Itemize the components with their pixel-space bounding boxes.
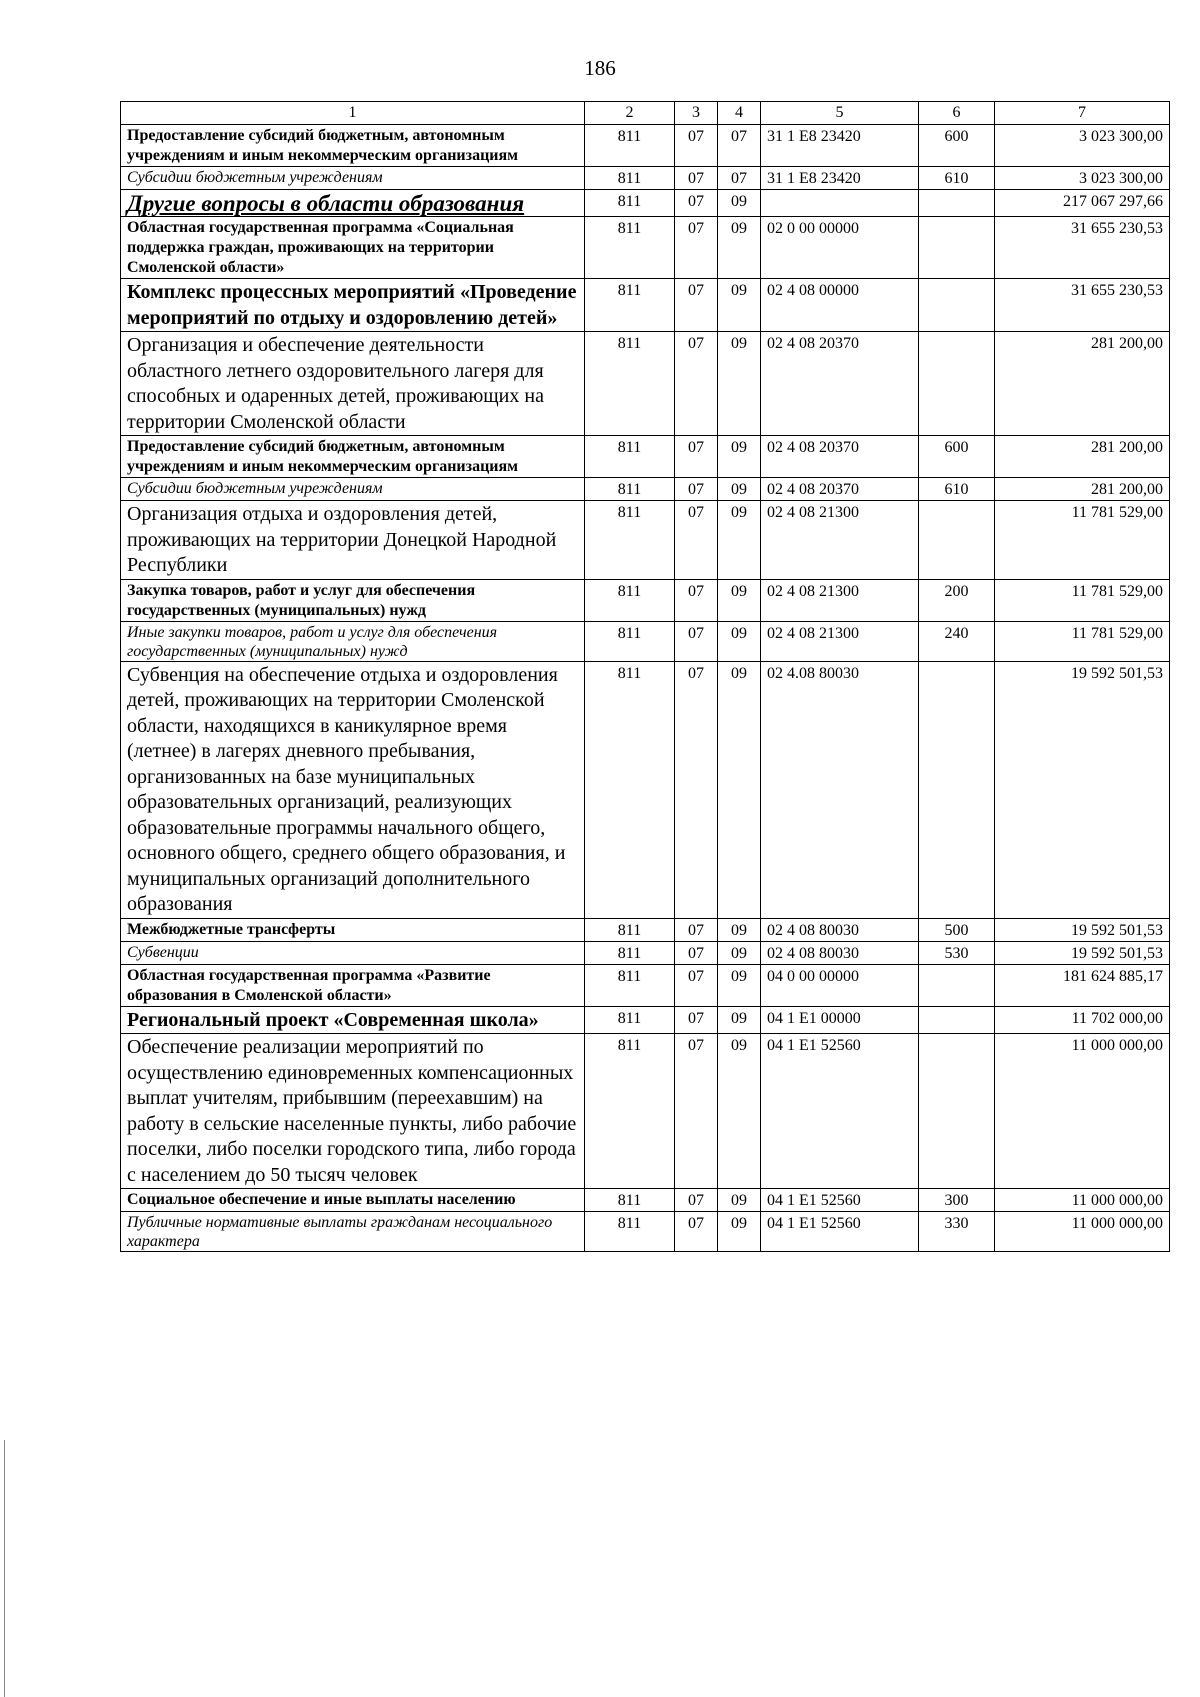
row-section: 07 [675,1034,718,1189]
row-expense-type [919,190,995,217]
row-amount: 31 655 230,53 [995,217,1170,279]
row-admin-code: 811 [585,1189,675,1212]
row-expense-type [919,217,995,279]
row-target-article: 04 1 E1 52560 [761,1034,919,1189]
header-col-6: 6 [919,102,995,125]
row-name: Предоставление субсидий бюджетным, автономным учреждениям и иным некоммерческим организациям [121,125,585,167]
header-col-3: 3 [675,102,718,125]
row-subsection: 09 [718,1189,761,1212]
row-amount: 281 200,00 [995,332,1170,436]
row-admin-code: 811 [585,501,675,580]
row-subsection: 09 [718,190,761,217]
row-section: 07 [675,279,718,332]
row-amount: 11 702 000,00 [995,1006,1170,1034]
row-target-article: 02 4 08 00000 [761,279,919,332]
row-target-article [761,190,919,217]
row-admin-code: 811 [585,167,675,190]
row-amount: 11 000 000,00 [995,1034,1170,1189]
table-row [121,279,1170,332]
row-name: Организация и обеспечение деятельности областного летнего оздоровительного лагеря для способных и одаренных детей, проживающих на территории Смоленской области [121,332,585,436]
row-subsection: 09 [718,1034,761,1189]
row-name: Предоставление субсидий бюджетным, автономным учреждениям и иным некоммерческим организациям [121,436,585,478]
row-amount: 11 781 529,00 [995,621,1170,661]
row-section: 07 [675,478,718,501]
row-name: Организация отдыха и оздоровления детей, проживающих на территории Донецкой Народной Республики [121,501,585,580]
row-subsection: 09 [718,332,761,436]
row-amount: 11 000 000,00 [995,1189,1170,1212]
table-row [121,478,1170,501]
row-name: Областная государственная программа «Социальная поддержка граждан, проживающих на территории Смоленской области» [121,217,585,279]
row-target-article: 02 4 08 80030 [761,918,919,941]
row-admin-code: 811 [585,1034,675,1189]
row-target-article: 02 4 08 20370 [761,436,919,478]
row-expense-type: 610 [919,167,995,190]
scan-edge-line [4,1440,5,1697]
table-row [121,217,1170,279]
table-row [121,501,1170,580]
row-amount: 11 000 000,00 [995,1212,1170,1252]
row-section: 07 [675,1212,718,1252]
row-amount: 3 023 300,00 [995,167,1170,190]
row-target-article: 02 4.08 80030 [761,661,919,918]
table-row [121,167,1170,190]
row-section: 07 [675,217,718,279]
row-admin-code: 811 [585,964,675,1006]
table-row [121,964,1170,1006]
table-row [121,661,1170,918]
row-admin-code: 811 [585,217,675,279]
row-section: 07 [675,579,718,621]
row-expense-type: 600 [919,436,995,478]
row-amount: 181 624 885,17 [995,964,1170,1006]
header-col-2: 2 [585,102,675,125]
row-section: 07 [675,1006,718,1034]
row-section: 07 [675,501,718,580]
row-section: 07 [675,1189,718,1212]
row-expense-type: 610 [919,478,995,501]
row-subsection: 09 [718,436,761,478]
table-row [121,125,1170,167]
row-subsection: 09 [718,1006,761,1034]
budget-table [120,101,1170,1252]
row-name: Субсидии бюджетным учреждениям [121,167,585,190]
row-subsection: 09 [718,579,761,621]
row-admin-code: 811 [585,579,675,621]
row-section: 07 [675,941,718,964]
row-admin-code: 811 [585,918,675,941]
row-subsection: 09 [718,661,761,918]
row-section: 07 [675,436,718,478]
row-expense-type [919,1006,995,1034]
row-target-article: 02 4 08 80030 [761,941,919,964]
row-subsection: 09 [718,501,761,580]
row-admin-code: 811 [585,125,675,167]
row-amount: 281 200,00 [995,436,1170,478]
header-col-7: 7 [995,102,1170,125]
page-number: 186 [584,56,616,80]
row-expense-type: 500 [919,918,995,941]
row-admin-code: 811 [585,941,675,964]
row-subsection: 09 [718,941,761,964]
row-admin-code: 811 [585,1006,675,1034]
row-name: Другие вопросы в области образования [121,190,585,217]
row-section: 07 [675,190,718,217]
row-expense-type: 240 [919,621,995,661]
row-name: Региональный проект «Современная школа» [121,1006,585,1034]
table-body [121,125,1170,1252]
row-subsection: 09 [718,1212,761,1252]
row-expense-type: 530 [919,941,995,964]
row-admin-code: 811 [585,332,675,436]
table-row [121,918,1170,941]
table-row [121,190,1170,217]
row-admin-code: 811 [585,436,675,478]
row-section: 07 [675,918,718,941]
row-section: 07 [675,332,718,436]
row-amount: 19 592 501,53 [995,941,1170,964]
table-row [121,941,1170,964]
row-admin-code: 811 [585,661,675,918]
row-section: 07 [675,621,718,661]
row-expense-type: 200 [919,579,995,621]
row-name: Закупка товаров, работ и услуг для обеспечения государственных (муниципальных) нужд [121,579,585,621]
row-amount: 217 067 297,66 [995,190,1170,217]
row-subsection: 07 [718,167,761,190]
header-col-5: 5 [761,102,919,125]
header-row [121,102,1170,125]
row-target-article: 04 1 E1 52560 [761,1212,919,1252]
row-amount: 281 200,00 [995,478,1170,501]
row-amount: 19 592 501,53 [995,661,1170,918]
row-target-article: 04 1 E1 00000 [761,1006,919,1034]
row-subsection: 09 [718,279,761,332]
row-expense-type: 600 [919,125,995,167]
row-subsection: 09 [718,621,761,661]
row-name: Публичные нормативные выплаты гражданам несоциального характера [121,1212,585,1252]
row-name: Социальное обеспечение и иные выплаты населению [121,1189,585,1212]
row-name: Субвенция на обеспечение отдыха и оздоровления детей, проживающих на территории Смоленской области, находящихся в каникулярное время (летнее) в лагерях дневного пребывания, организованных на базе муниципальных образовательных организаций, реализующих образовательные программы начального общего, основного общего, среднего общего образования, и муниципальных организаций дополнительного образования [121,661,585,918]
header-col-1: 1 [121,102,585,125]
row-amount: 11 781 529,00 [995,579,1170,621]
row-section: 07 [675,964,718,1006]
table-row [121,579,1170,621]
row-admin-code: 811 [585,279,675,332]
row-expense-type [919,1034,995,1189]
row-section: 07 [675,167,718,190]
row-expense-type [919,501,995,580]
row-name: Комплекс процессных мероприятий «Проведение мероприятий по отдыху и оздоровлению детей» [121,279,585,332]
table-row [121,621,1170,661]
row-name: Субвенции [121,941,585,964]
row-admin-code: 811 [585,478,675,501]
row-amount: 3 023 300,00 [995,125,1170,167]
row-subsection: 09 [718,478,761,501]
row-subsection: 07 [718,125,761,167]
row-subsection: 09 [718,918,761,941]
row-target-article: 04 1 E1 52560 [761,1189,919,1212]
table-row [121,1189,1170,1212]
table-row [121,1006,1170,1034]
table-row [121,1212,1170,1252]
row-target-article: 02 4 08 21300 [761,621,919,661]
row-name: Субсидии бюджетным учреждениям [121,478,585,501]
row-section: 07 [675,125,718,167]
row-expense-type [919,661,995,918]
row-target-article: 04 0 00 00000 [761,964,919,1006]
row-target-article: 02 4 08 21300 [761,501,919,580]
table-row [121,436,1170,478]
header-col-4: 4 [718,102,761,125]
row-expense-type [919,964,995,1006]
row-expense-type [919,332,995,436]
row-amount: 19 592 501,53 [995,918,1170,941]
row-target-article: 02 4 08 20370 [761,478,919,501]
row-target-article: 02 0 00 00000 [761,217,919,279]
row-expense-type [919,279,995,332]
row-target-article: 31 1 E8 23420 [761,167,919,190]
row-target-article: 02 4 08 21300 [761,579,919,621]
row-admin-code: 811 [585,621,675,661]
row-name: Межбюджетные трансферты [121,918,585,941]
row-target-article: 02 4 08 20370 [761,332,919,436]
table-row [121,1034,1170,1189]
table-row [121,332,1170,436]
row-name: Областная государственная программа «Развитие образования в Смоленской области» [121,964,585,1006]
row-admin-code: 811 [585,190,675,217]
row-expense-type: 330 [919,1212,995,1252]
row-amount: 31 655 230,53 [995,279,1170,332]
row-target-article: 31 1 E8 23420 [761,125,919,167]
row-expense-type: 300 [919,1189,995,1212]
row-admin-code: 811 [585,1212,675,1252]
row-section: 07 [675,661,718,918]
row-name: Иные закупки товаров, работ и услуг для обеспечения государственных (муниципальных) нужд [121,621,585,661]
row-subsection: 09 [718,964,761,1006]
row-subsection: 09 [718,217,761,279]
row-amount: 11 781 529,00 [995,501,1170,580]
row-name: Обеспечение реализации мероприятий по осуществлению единовременных компенсационных выплат учителям, прибывшим (переехавшим) на работу в сельские населенные пункты, либо рабочие поселки, либо поселки городского типа, либо города с населением до 50 тысяч человек [121,1034,585,1189]
